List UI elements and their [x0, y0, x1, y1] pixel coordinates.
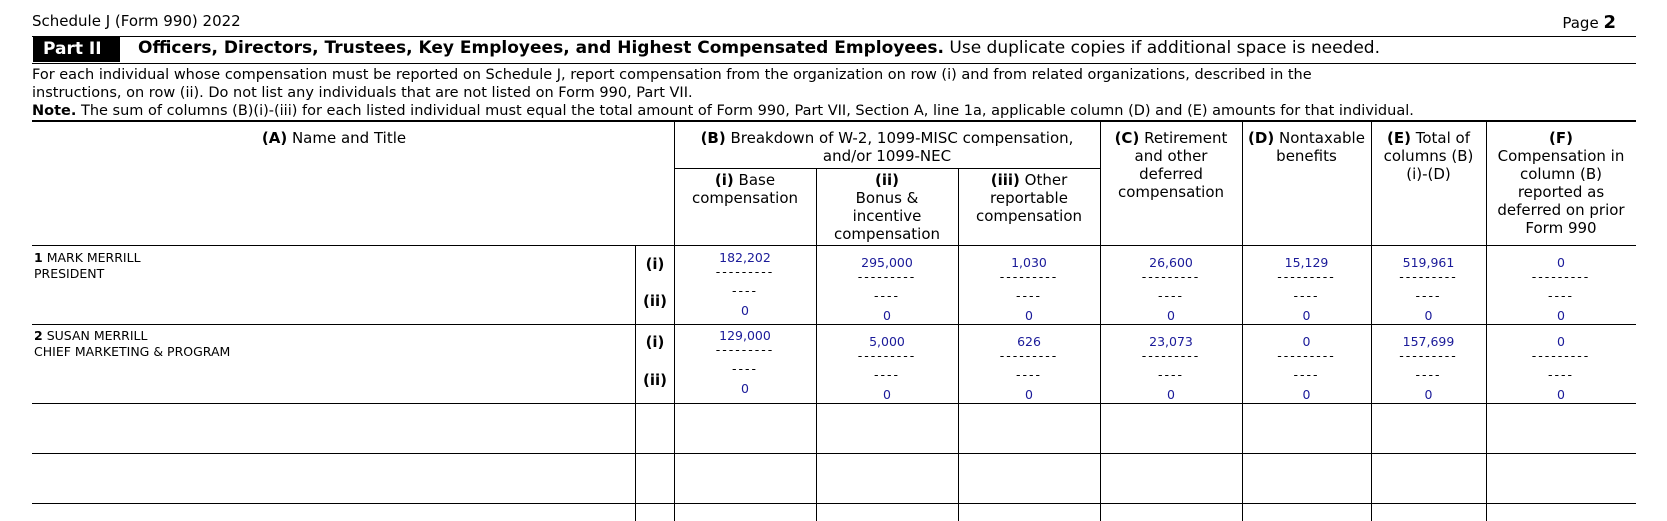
person-2-nontaxable-divider: ---------: [1277, 348, 1336, 363]
person-2-deferred-prior: 0: [1557, 334, 1565, 349]
part-bottom-rule: [32, 63, 1636, 64]
person-1-total-related: 0: [1424, 308, 1433, 323]
person-2-name-title: [34, 328, 230, 360]
row-1-bottom-rule: [32, 324, 1636, 325]
person-2-base-comp: 129,000: [719, 328, 771, 343]
person-1-deferred-prior: 0: [1557, 255, 1565, 270]
person-1-retirement-divider-short: ----: [1157, 288, 1185, 303]
header-bottom-rule: [32, 245, 1636, 246]
person-1-name: MARK MERRILL: [46, 250, 141, 265]
person-1-row-i-label: (i): [645, 255, 665, 273]
instructions: [32, 66, 1636, 120]
person-1-other-divider: ---------: [999, 269, 1059, 284]
person-1-nontaxable: 15,129: [1284, 255, 1329, 270]
person-1-other-comp-related: 0: [1025, 308, 1033, 323]
instructions-line-2: instructions, on row (ii). Do not list any individuals that are not listed on Form 990, Part VII.: [32, 85, 693, 101]
person-2-base-comp-related: 0: [741, 381, 749, 396]
person-1-other-comp: 1,030: [1011, 255, 1047, 270]
person-1-bonus-divider: ---------: [857, 269, 917, 284]
person-1-base-divider-short: ----: [731, 283, 759, 298]
column-e-header: (E) Total of columns (B)(i)-(D): [1383, 129, 1474, 183]
row-3-bottom-rule: [32, 453, 1636, 454]
person-2-total-divider-short: ----: [1415, 367, 1442, 382]
person-1-base-comp: 182,202: [719, 250, 771, 265]
person-1-deferred-divider-short: ----: [1547, 288, 1575, 303]
person-2-title: CHIEF MARKETING & PROGRAM: [34, 344, 231, 359]
part-label: Part II: [33, 37, 120, 62]
page-number: 2: [1603, 12, 1616, 33]
person-2-row-i-label: (i): [645, 333, 665, 351]
person-2-deferred-divider: ---------: [1531, 348, 1591, 363]
column-f-header: (F) Compensation in column (B) reported as deferred on prior Form 990: [1497, 129, 1625, 237]
part-title-bold: Officers, Directors, Trustees, Key Employees, and Highest Compensated Employees.: [138, 38, 944, 58]
person-2-total-related: 0: [1424, 387, 1433, 402]
column-b-subheader-rule: [674, 168, 1100, 169]
note-label: Note.: [32, 103, 77, 119]
person-1-deferred-prior-related: 0: [1557, 308, 1565, 323]
person-2-other-comp-related: 0: [1025, 387, 1033, 402]
person-1-number: 1: [34, 250, 43, 265]
form-title: Schedule J (Form 990) 2022: [32, 12, 241, 30]
part-title: [138, 38, 1380, 58]
person-1-total: 519,961: [1402, 255, 1455, 270]
person-2-bonus-divider-short: ----: [873, 367, 901, 382]
person-2-other-comp: 626: [1017, 334, 1041, 349]
person-2-name: SUSAN MERRILL: [46, 328, 148, 343]
note-text: The sum of columns (B)(i)-(iii) for each listed individual must equal the total amount of Form 990, Part VII, Section A, line 1a, applicable column (D) and (E) amounts for that individual.: [76, 103, 1414, 119]
column-c-header: (C) Retirement and other deferred compensation: [1114, 129, 1228, 201]
person-1-bonus-comp-related: 0: [883, 308, 891, 323]
column-a-header: (A) Name and Title: [261, 129, 407, 147]
column-bi-header: (i) Base compensation: [691, 171, 799, 207]
person-2-bonus-comp: 5,000: [869, 334, 905, 349]
person-2-deferred-divider-short: ----: [1547, 367, 1575, 382]
column-d-header: (D) Nontaxable benefits: [1248, 129, 1365, 165]
part-top-rule: [32, 36, 1636, 37]
person-1-bonus-comp: 295,000: [861, 255, 913, 270]
person-1-base-comp-related: 0: [741, 303, 749, 318]
person-1-nontaxable-divider: ---------: [1277, 269, 1336, 284]
person-1-total-divider-short: ----: [1415, 288, 1442, 303]
column-bii-header: (ii) Bonus & incentive compensation: [833, 171, 941, 243]
person-1-other-divider-short: ----: [1015, 288, 1043, 303]
part-title-rest: Use duplicate copies if additional space is needed.: [943, 38, 1380, 58]
person-2-number: 2: [34, 328, 43, 343]
person-2-row-ii-label: (ii): [643, 371, 667, 389]
person-1-retirement: 26,600: [1149, 255, 1193, 270]
instructions-note: [32, 102, 1636, 120]
person-2-bonus-divider: ---------: [857, 348, 917, 363]
person-2-other-divider: ---------: [999, 348, 1059, 363]
page-indicator: [1562, 12, 1616, 33]
instructions-line-1: For each individual whose compensation must be reported on Schedule J, report compensation from the organization on row (i) and from related organizations, described in the: [32, 67, 1312, 83]
person-1-base-divider: ---------: [715, 264, 775, 279]
person-2-nontaxable: 0: [1302, 334, 1311, 349]
person-1-nontaxable-divider-short: ----: [1293, 288, 1320, 303]
person-2-deferred-prior-related: 0: [1557, 387, 1565, 402]
row-2-bottom-rule: [32, 403, 1636, 404]
person-1-retirement-related: 0: [1167, 308, 1175, 323]
person-2-total-divider: ---------: [1399, 348, 1458, 363]
row-4-bottom-rule: [32, 503, 1636, 504]
person-2-retirement-divider: ---------: [1141, 348, 1201, 363]
person-2-bonus-comp-related: 0: [883, 387, 891, 402]
form-header: [32, 11, 1636, 35]
table-top-rule: [32, 120, 1636, 122]
person-2-retirement: 23,073: [1149, 334, 1193, 349]
person-1-bonus-divider-short: ----: [873, 288, 901, 303]
person-2-other-divider-short: ----: [1015, 367, 1043, 382]
person-2-retirement-divider-short: ----: [1157, 367, 1185, 382]
person-1-title: PRESIDENT: [34, 266, 105, 281]
person-1-total-divider: ---------: [1399, 269, 1458, 284]
person-1-nontaxable-related: 0: [1302, 308, 1311, 323]
person-2-base-divider: ---------: [715, 342, 775, 357]
column-b-header: (B) Breakdown of W-2, 1099-MISC compensation, and/or 1099-NEC: [700, 129, 1074, 165]
person-2-total: 157,699: [1402, 334, 1455, 349]
person-2-base-divider-short: ----: [731, 361, 759, 376]
person-2-retirement-related: 0: [1167, 387, 1175, 402]
column-biii-header: (iii) Other reportable compensation: [975, 171, 1083, 225]
page-label: Page: [1562, 14, 1599, 32]
person-1-row-ii-label: (ii): [643, 292, 667, 310]
person-1-retirement-divider: ---------: [1141, 269, 1201, 284]
person-1-deferred-divider: ---------: [1531, 269, 1591, 284]
person-2-nontaxable-related: 0: [1302, 387, 1311, 402]
person-1-name-title: [34, 250, 141, 282]
person-2-nontaxable-divider-short: ----: [1293, 367, 1320, 382]
